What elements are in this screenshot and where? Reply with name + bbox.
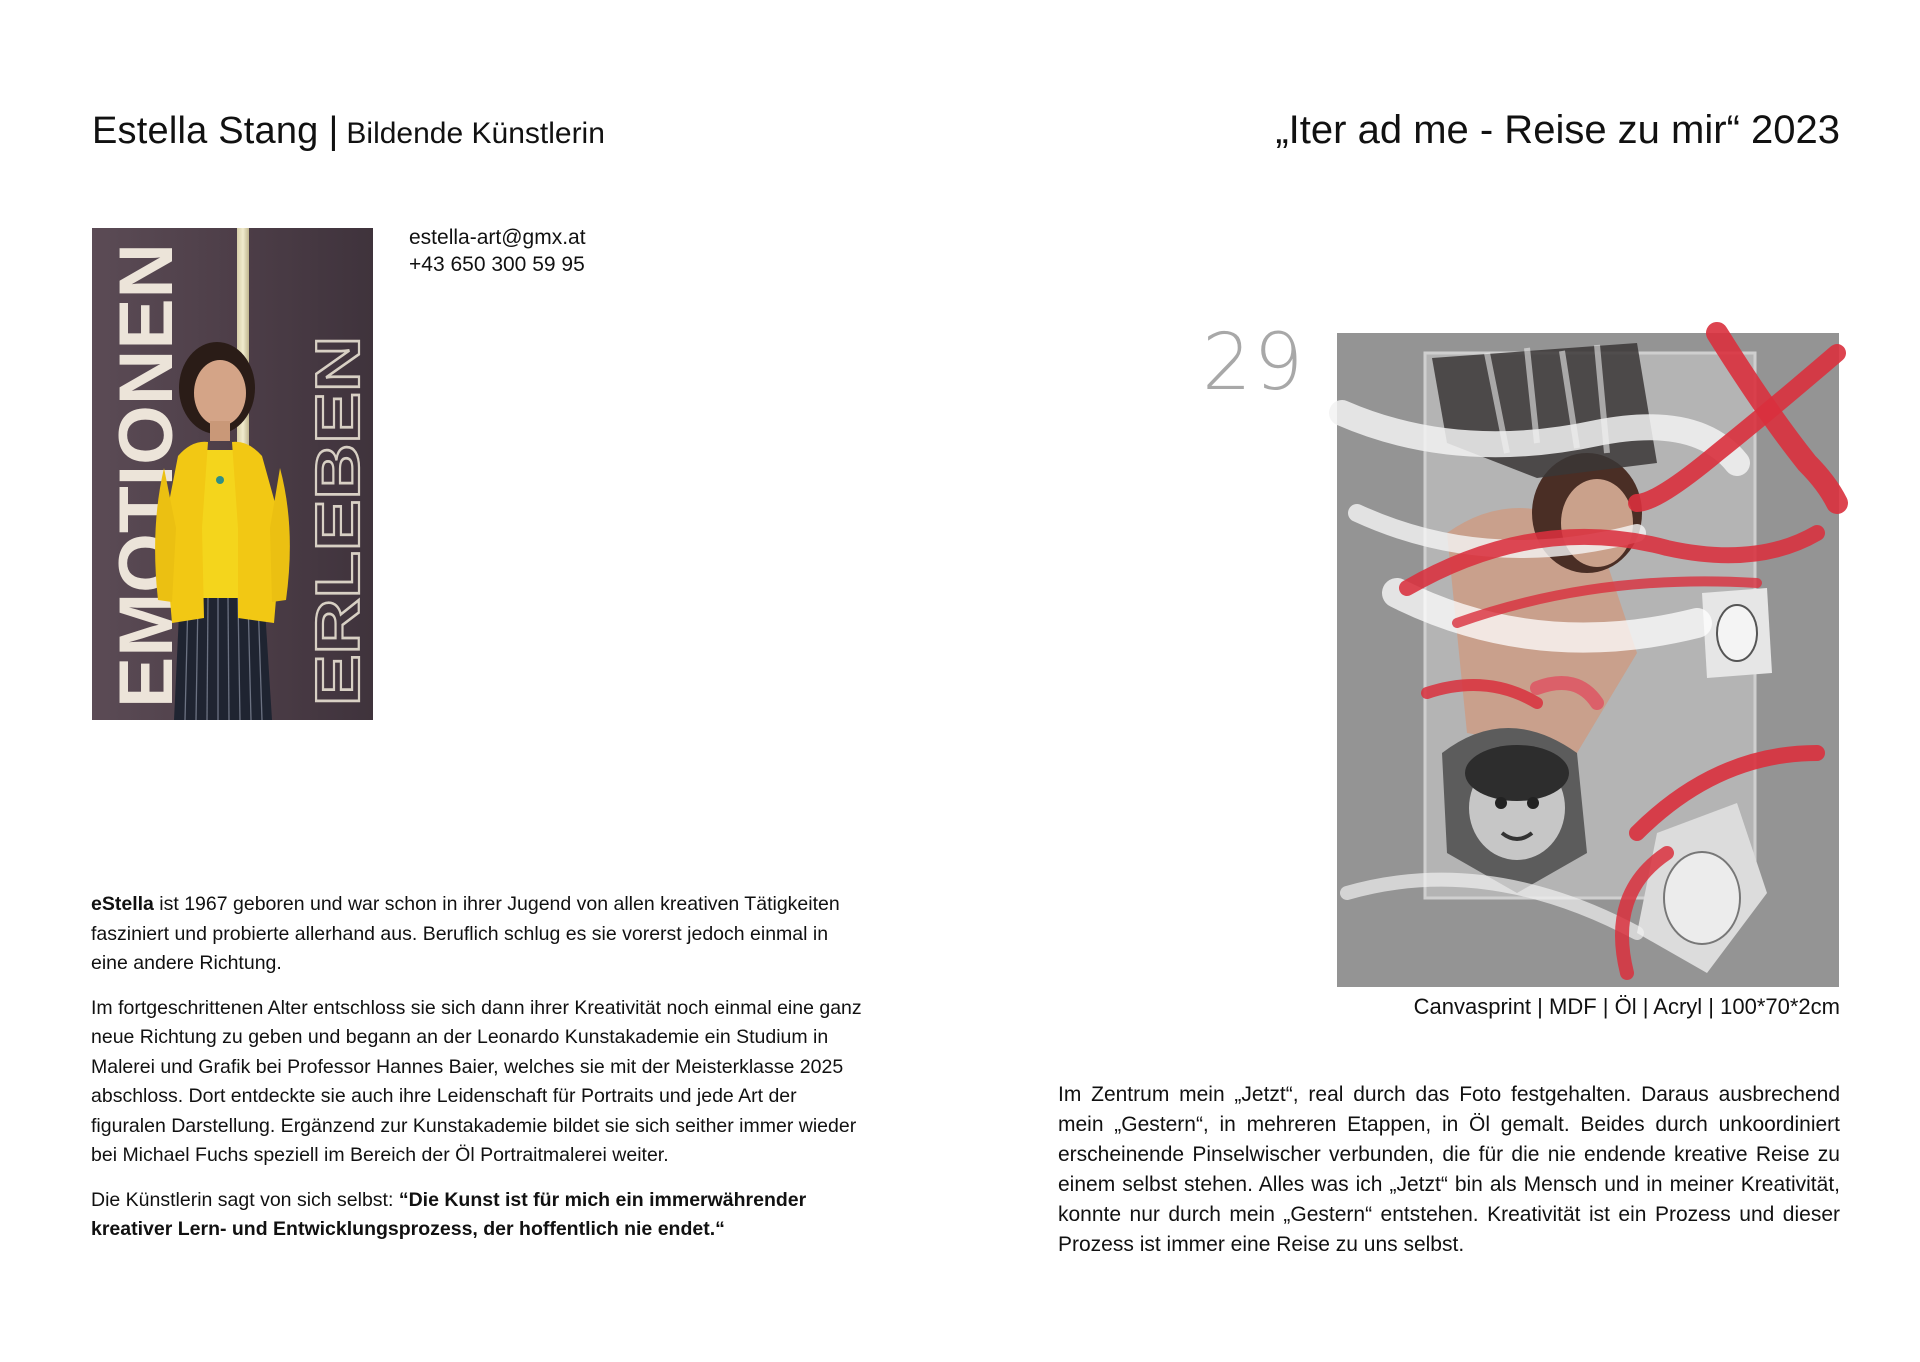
artist-name: Estella Stang: [92, 110, 319, 152]
bio-paragraph-1: [91, 890, 866, 979]
bio-name-lead: eStella: [91, 893, 154, 915]
bio-paragraph-2: Im fortgeschrittenen Alter entschloss sie sich dann ihrer Kreativität noch einmal eine ganz neue Richtung zu geben und begann an der Leonardo Kunstakademie ein Studium in Malerei und Grafik bei Professor Hannes Baier, welches sie mit der Meisterklasse 2025 abschloss. Dort entdeckte sie auch ihre Leidenschaft für Portraits und jede Art der figuralen Darstellung. Ergänzend zur Kunstakademie bildet sie sich seither immer wieder bei Michael Fuchs speziell im Bereich der Öl Portraitmalerei weiter.: [91, 996, 862, 1166]
artist-biography: [91, 890, 866, 1260]
artist-portrait-photo: [92, 228, 373, 720]
artist-header: [92, 110, 605, 153]
artist-figure: [92, 228, 373, 720]
photo-word-2: ERLEBEN: [304, 409, 373, 706]
artwork-image: [1337, 333, 1839, 987]
contact-block: [409, 224, 586, 278]
artwork-description: Im Zentrum mein „Jetzt“, real durch das Foto festgehalten. Daraus ausbrechend mein „Gestern“, in mehreren Etappen, in Öl gemalt. Beides durch unkoordiniert erscheinende Pinselwischer verbunden, die für die nie endende kreative Reise zu einem selbst stehen. Alles was ich „Jetzt“ bin als Mensch und in meiner Kreativität, konnte nur durch mein „Gestern“ entstehen. Kreativität ist ein Prozess und dieser Prozess ist immer eine Reise zu uns selbst.: [1058, 1083, 1840, 1256]
contact-phone[interactable]: +43 650 300 59 95: [409, 253, 585, 276]
bio-quote: “Die Kunst ist für mich ein immerwährender kreativer Lern- und Entwicklungsprozess, der hoffentlich nie endet.“: [91, 1188, 807, 1240]
contact-email[interactable]: estella-art@gmx.at: [409, 226, 586, 249]
artist-role: Bildende Künstlerin: [346, 117, 605, 150]
artwork-specs: Canvasprint | MDF | Öl | Acryl | 100*70*2cm: [1413, 994, 1840, 1019]
header-separator: |: [328, 110, 339, 152]
bio-paragraph-3: [91, 1186, 866, 1245]
artwork-number: 29: [1202, 318, 1306, 408]
photo-word-1: EMOTIONEN: [104, 247, 189, 708]
bio-quote-lead: Die Künstlerin sagt von sich selbst:: [91, 1188, 399, 1211]
bio-paragraph-1-text: ist 1967 geboren und war schon in ihrer Jugend von allen kreativen Tätigkeiten fasziniert und probierte allerhand aus. Beruflich schlug es sie vorerst jedoch einmal in eine andere Richtung.: [91, 893, 840, 974]
artwork-title: „Iter ad me - Reise zu mir“ 2023: [1275, 108, 1840, 152]
artwork-collage-graphic: [1337, 333, 1839, 987]
